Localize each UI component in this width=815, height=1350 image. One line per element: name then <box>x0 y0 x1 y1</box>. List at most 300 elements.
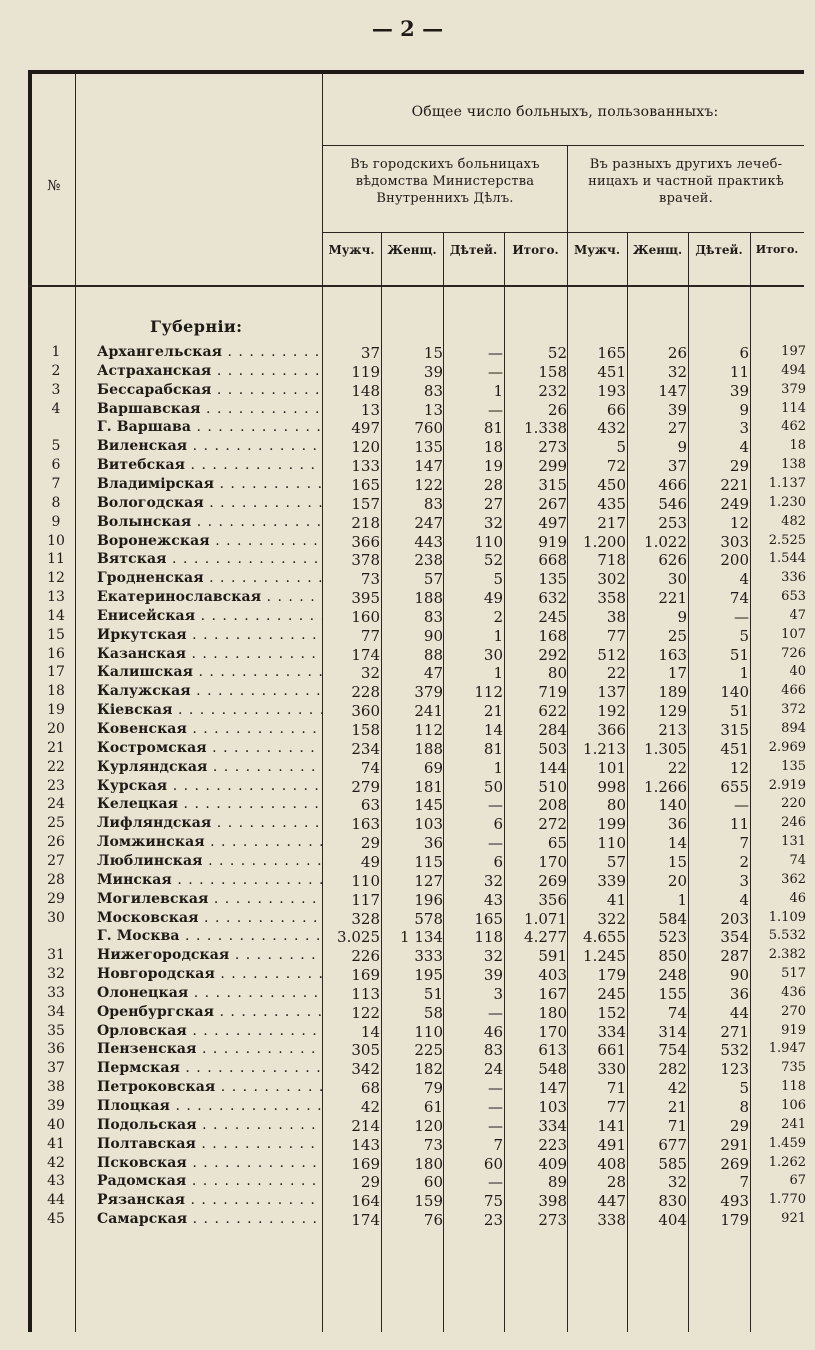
cell-value: 51 <box>729 702 749 721</box>
cell-value: 655 <box>720 777 749 796</box>
cell-value: 360 <box>351 702 380 721</box>
cell-value: 2.525 <box>768 532 806 548</box>
cell-value: 21 <box>667 1098 687 1116</box>
cell-value: — <box>488 834 503 853</box>
cell-value: 74 <box>789 852 806 868</box>
cell-value: 160 <box>351 607 380 626</box>
cell-value: 1 <box>739 664 749 683</box>
cell-value: 921 <box>781 1211 806 1227</box>
province-name: Гродненская . . . <box>97 570 322 586</box>
row-number: 35 <box>47 1022 65 1039</box>
cell-value: 4.655 <box>583 928 626 947</box>
cell-value: 13 <box>423 400 443 419</box>
province-name: Плоцкая . . . <box>97 1098 322 1114</box>
cell-value: 107 <box>781 626 806 642</box>
table-row <box>0 589 815 607</box>
row-number: 24 <box>47 796 65 813</box>
cell-value: 11 <box>729 362 749 381</box>
province-name: Ковенская . . . <box>97 721 322 737</box>
cell-value: 626 <box>658 551 687 570</box>
cell-value: 291 <box>720 1135 749 1154</box>
row-number: 40 <box>47 1116 65 1133</box>
cell-value: 273 <box>538 1211 567 1230</box>
cell-value: 24 <box>483 1060 503 1079</box>
table-row <box>0 891 815 909</box>
province-name: Бессарабская . . . <box>97 382 322 398</box>
cell-value: 138 <box>781 457 806 473</box>
cell-value: 1 <box>493 626 503 645</box>
province-name: Новгородская . . . <box>97 966 322 982</box>
table-row <box>0 1211 815 1229</box>
cell-value: 30 <box>483 645 503 664</box>
cell-value: 1.266 <box>644 777 687 796</box>
col-header-1: Мужч. <box>328 243 375 257</box>
cell-value: 127 <box>414 871 443 890</box>
cell-value: 169 <box>351 966 380 985</box>
cell-value: 1.338 <box>524 419 567 438</box>
table-row <box>0 476 815 494</box>
cell-value: 19 <box>483 457 503 476</box>
cell-value: 14 <box>667 834 687 853</box>
cell-value: 226 <box>351 947 380 966</box>
cell-value: 998 <box>597 777 626 796</box>
cell-value: 450 <box>597 475 626 494</box>
province-name: Екатеринославская . . . <box>97 589 322 605</box>
table-row <box>0 533 815 551</box>
province-name: Лифляндская . . . <box>97 815 322 831</box>
cell-value: 245 <box>538 607 567 626</box>
cell-value: 28 <box>483 475 503 494</box>
rule-under-header <box>28 285 804 287</box>
group-header-city-hospitals: Въ городскихъ больницахъ вѣдомства Министерства Внутреннихъ Дѣлъ. <box>350 157 540 206</box>
cell-value: 1.770 <box>768 1192 806 1208</box>
cell-value: 165 <box>474 909 503 928</box>
row-number: 43 <box>47 1173 65 1190</box>
cell-value: 137 <box>597 683 626 702</box>
cell-value: 37 <box>667 457 687 476</box>
cell-value: 110 <box>597 834 626 853</box>
table-row <box>0 740 815 758</box>
cell-value: 2.969 <box>768 739 806 755</box>
cell-value: 546 <box>658 494 687 513</box>
cell-value: 760 <box>414 419 443 438</box>
cell-value: 432 <box>597 419 626 438</box>
cell-value: 72 <box>606 457 626 476</box>
cell-value: 241 <box>414 702 443 721</box>
row-number: 4 <box>51 400 61 417</box>
cell-value: 112 <box>414 721 443 739</box>
cell-value: 5 <box>616 438 626 457</box>
province-name: Г. Москва . . . <box>97 928 322 944</box>
cell-value: 115 <box>414 852 443 871</box>
table-row <box>0 363 815 381</box>
row-number: 18 <box>47 683 65 700</box>
cell-value: 167 <box>538 984 567 1003</box>
cell-value: 668 <box>538 551 567 570</box>
cell-value: 57 <box>423 570 443 589</box>
cell-value: 378 <box>351 551 380 570</box>
cell-value: 83 <box>423 607 443 626</box>
row-number: 10 <box>47 532 65 549</box>
cell-value: 39 <box>667 400 687 419</box>
cell-value: 299 <box>538 457 567 476</box>
row-number: 21 <box>47 739 65 756</box>
cell-value: 11 <box>729 815 749 834</box>
col-header-6: Женщ. <box>632 243 683 257</box>
province-name: Минская . . . <box>97 872 322 888</box>
province-name: Московская . . . <box>97 910 322 926</box>
row-number: 19 <box>47 702 65 719</box>
cell-value: 271 <box>720 1022 749 1041</box>
cell-value: 497 <box>538 513 567 532</box>
cell-value: 466 <box>658 475 687 494</box>
province-name: Казанская . . . <box>97 646 322 662</box>
cell-value: 12 <box>729 758 749 777</box>
cell-value: 408 <box>597 1154 626 1173</box>
cell-value: 118 <box>781 1079 806 1095</box>
cell-value: 32 <box>483 947 503 966</box>
table-row <box>0 1098 815 1116</box>
province-name: Могилевская . . . <box>97 891 322 907</box>
table-row <box>0 495 815 513</box>
col-header-5: Мужч. <box>573 243 621 257</box>
cell-value: 157 <box>351 494 380 513</box>
province-name: Полтавская . . . <box>97 1136 322 1152</box>
cell-value: 189 <box>658 683 687 702</box>
cell-value: 52 <box>547 344 567 362</box>
col-header-4: Итого. <box>512 243 559 257</box>
cell-value: 120 <box>351 438 380 457</box>
cell-value: 71 <box>606 1079 626 1098</box>
cell-value: 200 <box>720 551 749 570</box>
cell-value: 170 <box>538 1022 567 1041</box>
cell-value: 147 <box>658 381 687 400</box>
cell-value: 147 <box>414 457 443 476</box>
cell-value: 919 <box>781 1022 806 1038</box>
cell-value: 213 <box>658 721 687 739</box>
row-number: 36 <box>47 1041 65 1058</box>
cell-value: 15 <box>423 344 443 362</box>
cell-value: 241 <box>781 1116 806 1132</box>
cell-value: 188 <box>414 739 443 758</box>
cell-value: 6 <box>739 344 749 362</box>
cell-value: 22 <box>606 664 626 683</box>
cell-value: 14 <box>360 1022 380 1041</box>
cell-value: 15 <box>667 852 687 871</box>
rule-under-groups <box>322 232 804 233</box>
cell-value: 493 <box>720 1192 749 1211</box>
cell-value: 60 <box>423 1173 443 1192</box>
cell-value: 253 <box>658 513 687 532</box>
cell-value: 238 <box>414 551 443 570</box>
province-name: Енисейская . . . <box>97 608 322 624</box>
row-number: 13 <box>47 589 65 606</box>
cell-value: 32 <box>360 664 380 683</box>
cell-value: — <box>488 796 503 815</box>
table-row <box>0 796 815 814</box>
cell-value: 221 <box>720 475 749 494</box>
cell-value: 135 <box>414 438 443 457</box>
cell-value: 29 <box>360 1173 380 1192</box>
cell-value: 141 <box>597 1116 626 1135</box>
table-row <box>0 401 815 419</box>
table-row <box>0 1041 815 1059</box>
cell-value: 47 <box>789 607 806 623</box>
cell-value: 7 <box>739 1173 749 1192</box>
cell-value: 188 <box>414 589 443 608</box>
cell-value: 61 <box>423 1098 443 1116</box>
province-name: Варшавская . . . <box>97 401 322 417</box>
cell-value: 622 <box>538 702 567 721</box>
cell-value: 330 <box>597 1060 626 1079</box>
cell-value: 510 <box>538 777 567 796</box>
cell-value: 49 <box>483 589 503 608</box>
cell-value: 192 <box>597 702 626 721</box>
cell-value: 246 <box>781 815 806 831</box>
cell-value: 39 <box>729 381 749 400</box>
cell-value: 65 <box>547 834 567 853</box>
province-name: Костромская . . . <box>97 740 322 756</box>
province-name: Подольская . . . <box>97 1117 322 1133</box>
province-name: Астраханская . . . <box>97 363 322 379</box>
row-number: 45 <box>47 1211 65 1228</box>
cell-value: 179 <box>720 1211 749 1230</box>
cell-value: 40 <box>789 664 806 680</box>
cell-value: 466 <box>781 683 806 699</box>
cell-value: 2.919 <box>768 777 806 793</box>
cell-value: 372 <box>781 702 806 718</box>
row-number: 25 <box>47 815 65 832</box>
province-name: Ломжинская . . . <box>97 834 322 850</box>
cell-value: 718 <box>597 551 626 570</box>
cell-value: 1.109 <box>768 909 806 925</box>
cell-value: 1.544 <box>768 551 806 567</box>
cell-value: 366 <box>597 721 626 739</box>
row-number: 31 <box>47 947 65 964</box>
table-row <box>0 985 815 1003</box>
cell-value: 180 <box>414 1154 443 1173</box>
province-name: Архангельская . . . <box>97 344 322 360</box>
cell-value: 719 <box>538 683 567 702</box>
cell-value: 140 <box>658 796 687 815</box>
cell-value: 9 <box>677 607 687 626</box>
cell-value: 43 <box>483 890 503 909</box>
cell-value: 248 <box>658 966 687 985</box>
table-row <box>0 1136 815 1154</box>
cell-value: 196 <box>414 890 443 909</box>
row-number: 34 <box>47 1003 65 1020</box>
table-row <box>0 778 815 796</box>
cell-value: 7 <box>493 1135 503 1154</box>
cell-value: 214 <box>351 1116 380 1135</box>
province-name: Люблинская . . . <box>97 853 322 869</box>
province-name: Воронежская . . . <box>97 533 322 549</box>
cell-value: 74 <box>729 589 749 608</box>
cell-value: 90 <box>423 626 443 645</box>
cell-value: 366 <box>351 532 380 551</box>
cell-value: 404 <box>658 1211 687 1230</box>
cell-value: 208 <box>538 796 567 815</box>
row-number: 27 <box>47 852 65 869</box>
table-row <box>0 815 815 833</box>
row-number: 29 <box>47 890 65 907</box>
cell-value: 269 <box>720 1154 749 1173</box>
row-number: 38 <box>47 1079 65 1096</box>
cell-value: 174 <box>351 645 380 664</box>
row-number: 15 <box>47 626 65 643</box>
cell-value: 1.245 <box>583 947 626 966</box>
cell-value: 135 <box>781 758 806 774</box>
table-row <box>0 627 815 645</box>
cell-value: 1.459 <box>768 1135 806 1151</box>
cell-value: 119 <box>351 362 380 381</box>
cell-value: — <box>488 1173 503 1192</box>
row-number: 26 <box>47 834 65 851</box>
cell-value: 7 <box>739 834 749 853</box>
cell-value: 79 <box>423 1079 443 1098</box>
cell-value: 315 <box>538 475 567 494</box>
cell-value: 3 <box>739 419 749 438</box>
table-row <box>0 1192 815 1210</box>
col-header-3: Дѣтей. <box>449 243 498 257</box>
cell-value: 358 <box>597 589 626 608</box>
cell-value: 135 <box>538 570 567 589</box>
cell-value: 735 <box>781 1060 806 1076</box>
cell-value: 32 <box>667 362 687 381</box>
cell-value: 578 <box>414 909 443 928</box>
cell-value: 342 <box>351 1060 380 1079</box>
province-name: Рязанская . . . <box>97 1192 322 1208</box>
cell-value: 5.532 <box>768 928 806 944</box>
cell-value: 491 <box>597 1135 626 1154</box>
province-name: Кіевская . . . <box>97 702 322 718</box>
cell-value: 50 <box>483 777 503 796</box>
cell-value: 73 <box>360 570 380 589</box>
cell-value: 247 <box>414 513 443 532</box>
cell-value: 89 <box>547 1173 567 1192</box>
cell-value: 75 <box>483 1192 503 1211</box>
cell-value: 74 <box>667 1003 687 1022</box>
cell-value: 26 <box>667 344 687 362</box>
cell-value: 144 <box>538 758 567 777</box>
cell-value: 36 <box>729 984 749 1003</box>
cell-value: 112 <box>474 683 503 702</box>
cell-value: 103 <box>538 1098 567 1116</box>
cell-value: 5 <box>739 1079 749 1098</box>
cell-value: 517 <box>781 966 806 982</box>
province-name: Самарская . . . <box>97 1211 322 1227</box>
table-row <box>0 344 815 362</box>
cell-value: 1.200 <box>583 532 626 551</box>
cell-value: 754 <box>658 1041 687 1060</box>
cell-value: 339 <box>597 871 626 890</box>
cell-value: 122 <box>414 475 443 494</box>
cell-value: 302 <box>597 570 626 589</box>
cell-value: 169 <box>351 1154 380 1173</box>
cell-value: 232 <box>538 381 567 400</box>
cell-value: 148 <box>351 381 380 400</box>
cell-value: 1.137 <box>768 475 806 491</box>
cell-value: — <box>488 362 503 381</box>
province-name: Вологодская . . . <box>97 495 322 511</box>
cell-value: 4.277 <box>524 928 567 947</box>
table-row <box>0 1079 815 1097</box>
cell-value: 25 <box>667 626 687 645</box>
cell-value: 225 <box>414 1041 443 1060</box>
province-name: Вятская . . . <box>97 551 322 567</box>
group-header-other-hospitals: Въ разныхъ другихъ лечеб-ницахъ и частной практикѣ врачей. <box>588 157 784 206</box>
table-row <box>0 1004 815 1022</box>
cell-value: 354 <box>720 928 749 947</box>
cell-value: 830 <box>658 1192 687 1211</box>
cell-value: 503 <box>538 739 567 758</box>
cell-value: 591 <box>538 947 567 966</box>
cell-value: 5 <box>493 570 503 589</box>
cell-value: 661 <box>597 1041 626 1060</box>
cell-value: 145 <box>414 796 443 815</box>
cell-value: 462 <box>781 419 806 435</box>
number-column-header: № <box>47 178 61 194</box>
rule-under-title <box>322 145 804 146</box>
cell-value: 164 <box>351 1192 380 1211</box>
cell-value: 314 <box>658 1022 687 1041</box>
cell-value: 23 <box>483 1211 503 1230</box>
table-row <box>0 683 815 701</box>
cell-value: 90 <box>729 966 749 985</box>
cell-value: 8 <box>739 1098 749 1116</box>
province-name: Пермская . . . <box>97 1060 322 1076</box>
cell-value: 409 <box>538 1154 567 1173</box>
table-row <box>0 721 815 739</box>
cell-value: 22 <box>667 758 687 777</box>
cell-value: 451 <box>720 739 749 758</box>
cell-value: 1 <box>493 758 503 777</box>
province-name: Петроковская . . . <box>97 1079 322 1095</box>
cell-value: 159 <box>414 1192 443 1211</box>
cell-value: 328 <box>351 909 380 928</box>
cell-value: 726 <box>781 645 806 661</box>
cell-value: 1.213 <box>583 739 626 758</box>
cell-value: 49 <box>360 852 380 871</box>
row-number: 28 <box>47 871 65 888</box>
cell-value: 1 <box>677 890 687 909</box>
cell-value: 6 <box>493 815 503 834</box>
cell-value: 9 <box>677 438 687 457</box>
cell-value: 3.025 <box>337 928 380 947</box>
table-row <box>0 664 815 682</box>
cell-value: 1.262 <box>768 1154 806 1170</box>
cell-value: 677 <box>658 1135 687 1154</box>
cell-value: 18 <box>483 438 503 457</box>
table-row <box>0 834 815 852</box>
cell-value: 147 <box>538 1079 567 1098</box>
cell-value: — <box>488 1079 503 1098</box>
cell-value: 73 <box>423 1135 443 1154</box>
table-row <box>0 457 815 475</box>
cell-value: 632 <box>538 589 567 608</box>
table-row <box>0 646 815 664</box>
row-number: 23 <box>47 777 65 794</box>
cell-value: 51 <box>423 984 443 1003</box>
cell-value: 110 <box>474 532 503 551</box>
cell-value: 269 <box>538 871 567 890</box>
cell-value: 1.230 <box>768 494 806 510</box>
province-name: Витебская . . . <box>97 457 322 473</box>
row-number: 3 <box>51 381 61 398</box>
cell-value: 334 <box>597 1022 626 1041</box>
table-row <box>0 1060 815 1078</box>
cell-value: 443 <box>414 532 443 551</box>
